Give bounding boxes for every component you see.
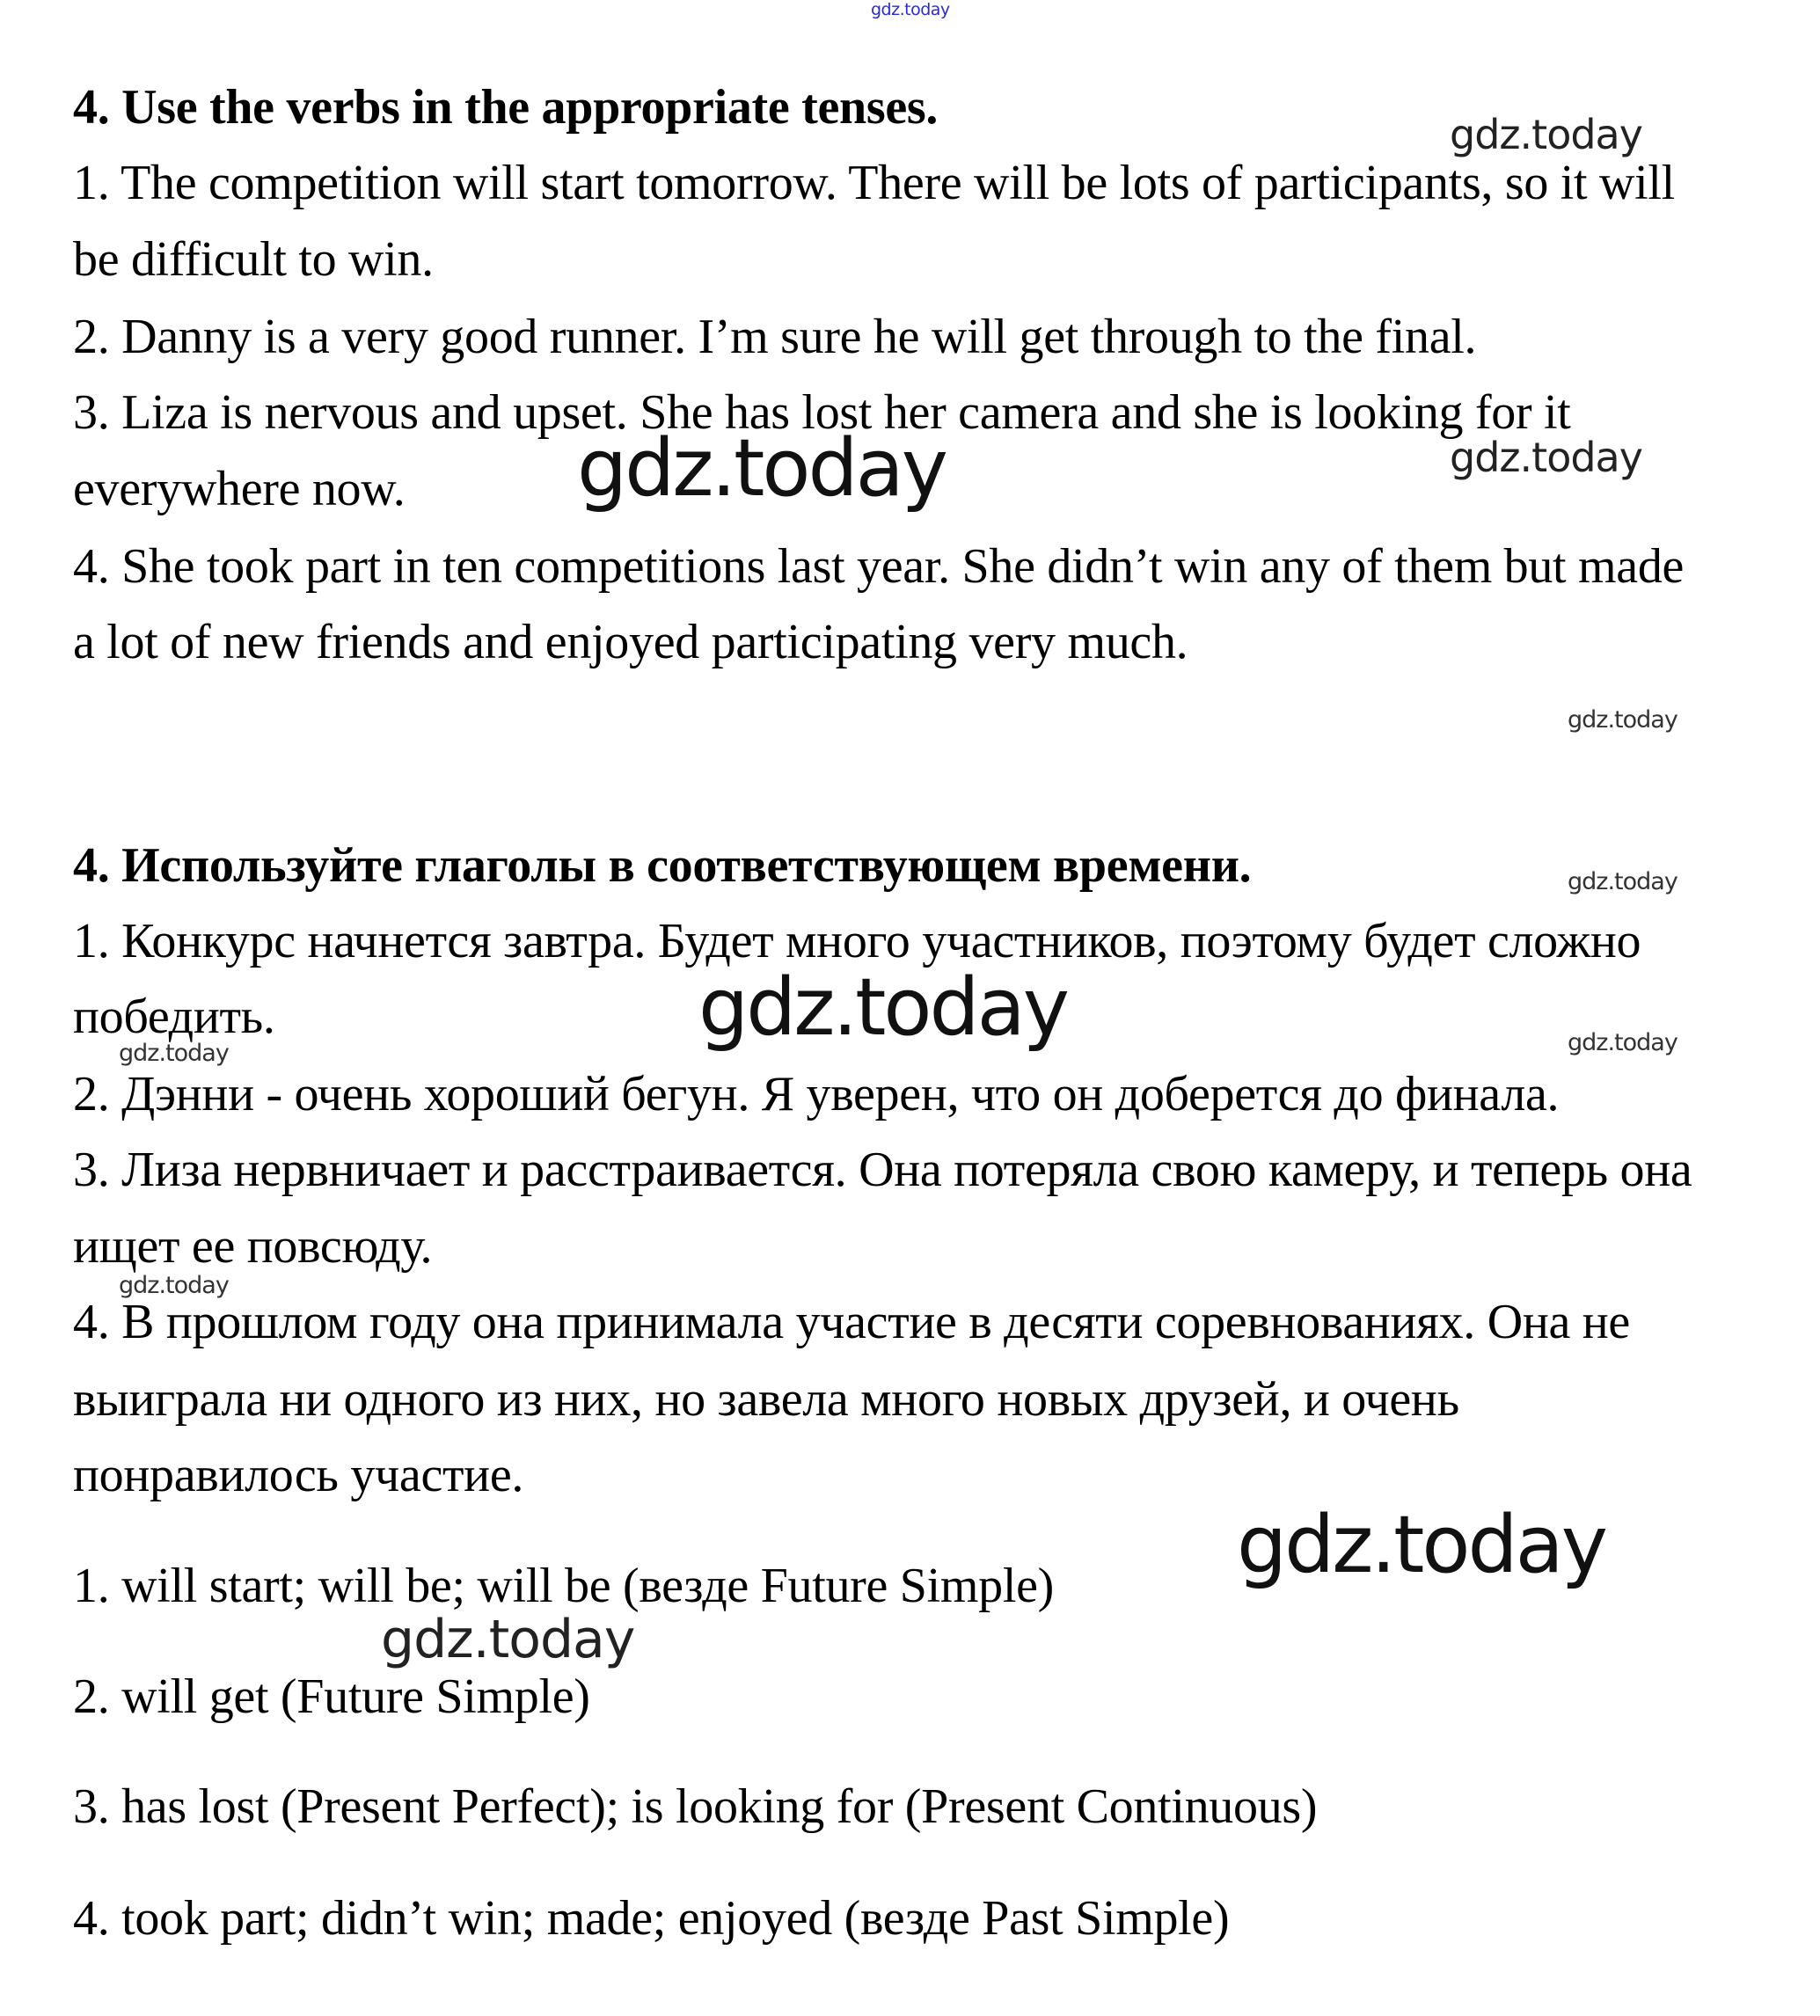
english-heading: 4. Use the verbs in the appropriate tenses. — [73, 80, 939, 135]
watermark: gdz.today — [1450, 111, 1642, 158]
watermark: gdz.today — [381, 1609, 635, 1670]
answer-line: 3. has lost (Present Perfect); is looking for (Present Continuous) — [73, 1779, 1318, 1834]
english-line: everywhere now. — [73, 462, 406, 516]
russian-line: 3. Лиза нервничает и расстраивается. Она потеряла свою камеру, и теперь она — [73, 1143, 1692, 1197]
watermark: gdz.today — [1568, 868, 1677, 895]
watermark: gdz.today — [698, 961, 1068, 1054]
watermark: gdz.today — [119, 1272, 229, 1299]
watermark: gdz.today — [577, 422, 947, 515]
answer-line: 2. will get (Future Simple) — [73, 1669, 590, 1724]
english-line: 2. Danny is a very good runner. I’m sure he will get through to the final. — [73, 310, 1477, 364]
russian-line: понравилось участие. — [73, 1448, 524, 1502]
russian-line: 2. Дэнни - очень хороший бегун. Я уверен, что он доберется до финала. — [73, 1067, 1560, 1121]
english-line: 1. The competition will start tomorrow. There will be lots of participants, so it will — [73, 156, 1675, 210]
watermark: gdz.today — [871, 0, 950, 19]
watermark: gdz.today — [1568, 706, 1677, 734]
watermark: gdz.today — [1237, 1499, 1606, 1591]
russian-line: ищет ее повсюду. — [73, 1219, 433, 1274]
english-line: a lot of new friends and enjoyed participating very much. — [73, 615, 1188, 669]
russian-heading: 4. Используйте глаголы в соответствующем времени. — [73, 838, 1252, 893]
english-line: 3. Liza is nervous and upset. She has lost her camera and she is looking for it — [73, 385, 1571, 440]
watermark: gdz.today — [1568, 1029, 1677, 1056]
english-line: be difficult to win. — [73, 232, 434, 287]
russian-line: 4. В прошлом году она принимала участие в десяти соревнованиях. Она не — [73, 1295, 1630, 1349]
russian-line: выиграла ни одного из них, но завела много новых друзей, и очень — [73, 1372, 1459, 1427]
answer-line: 4. took part; didn’t win; made; enjoyed (везде Past Simple) — [73, 1891, 1230, 1946]
watermark: gdz.today — [119, 1040, 229, 1067]
english-line: 4. She took part in ten competitions last year. She didn’t win any of them but made — [73, 539, 1685, 594]
russian-line: 1. Конкурс начнется завтра. Будет много участников, поэтому будет сложно — [73, 914, 1641, 968]
watermark: gdz.today — [1450, 434, 1642, 481]
answer-line: 1. will start; will be; will be (везде Future Simple) — [73, 1559, 1054, 1613]
russian-line: победить. — [73, 990, 275, 1044]
